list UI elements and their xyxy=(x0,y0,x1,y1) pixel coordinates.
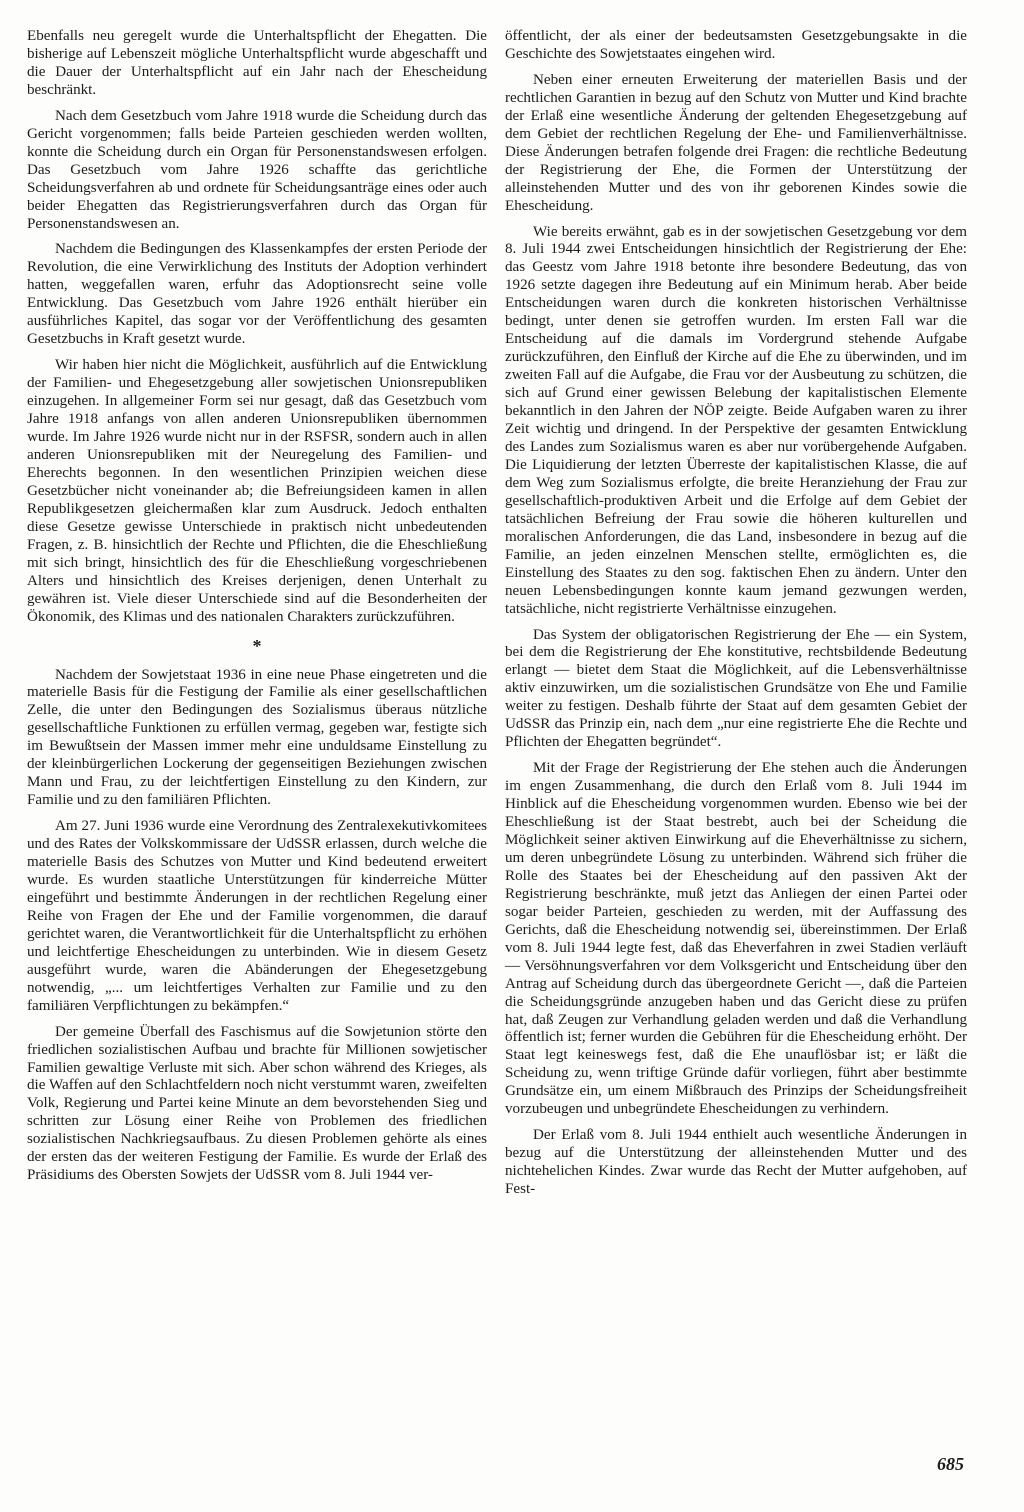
paragraph: Nach dem Gesetzbuch vom Jahre 1918 wurde die Scheidung durch das Gericht vorgenommen; falls beide Parteien geschieden werden wollten, konnte die Scheidung durch ein Organ für Personenstandswesen erfolgen. Das Gesetzbuch vom Jahre 1926 schaffte das gerichtliche Scheidungsverfahren ab und ordnete für Scheidungsanträge eines oder auch beider Ehegatten das Registrierungsverfahren durch das Organ für Personenstandswesen an. xyxy=(27,107,487,232)
paragraph: Ebenfalls neu geregelt wurde die Unterhaltspflicht der Ehegatten. Die bisherige auf Lebenszeit mögliche Unterhaltspflicht wurde abgeschafft und die Dauer der Unterhaltspflicht auf ein Jahr nach der Ehescheidung beschränkt. xyxy=(27,28,487,98)
left-column xyxy=(27,28,487,1193)
paragraph: Wie bereits erwähnt, gab es in der sowjetischen Gesetzgebung vor dem 8. Juli 1944 zwei Entscheidungen hinsichtlich der Registrierung der Ehe: das Geestz vom Jahre 1918 betonte ihre besondere Bedeutung, das von 1926 setzte dagegen ihre Bedeutung auf ein Minimum herab. Aber beide Entscheidungen waren durch die konkreten historischen Verhältnisse bedingt, unter denen sie getroffen wurden. Im ersten Fall war die Entscheidung auf die damals im Vordergrund stehende Aufgabe zurückzuführen, den Einfluß der Kirche auf die Ehe zu überwinden, und im zweiten Fall auf die Aufgabe, die Frau vor der Ausbeutung zu schützen, die sich auf Grund einer gewissen Belebung der kapitalistischen Elemente bekanntlich in den Jahren der NÖP zeigte. Beide Aufgaben waren zu ihrer Zeit wichtig und dringend. In der Perspektive der gesamten Entwicklung des Landes zum Sozialismus waren es aber nur vorübergehende Aufgaben. Die Liquidierung der letzten Überreste der kapitalistischen Klasse, die auf dem Weg zum Sozialismus erfolgte, die breite Heranziehung der Frau zur gesellschaftlich-produktiven Arbeit und die Erfolge auf dem Gebiet der tatsächlichen Befreiung der Frau sowie die höheren kulturellen und moralischen Anforderungen, die das Land, insbesondere in bezug auf die Familie, an jeden einzelnen Menschen stellte, ermöglichten es, die Einstellung des Staates zu den sog. faktischen Ehen zu ändern. Unter den neuen Lebensbedingungen konnte kaum jemand gezwungen werden, tatsächliche, nicht registrierte Verhältnisse einzugehen. xyxy=(505,223,967,617)
right-column xyxy=(505,28,967,1207)
paragraph: Mit der Frage der Registrierung der Ehe stehen auch die Änderungen im engen Zusammenhang, die durch den Erlaß vom 8. Juli 1944 im Hinblick auf die Ehescheidung vorgenommen wurden. Ebenso wie bei der Eheschließung ist der Staat bestrebt, auch bei der Scheidung die Möglichkeit seiner aktiven Einwirkung auf die Eheverhältnisse zu sichern, um deren unbegründete Lösung zu unterbinden. Während sich früher die Rolle des Staates bei der Ehescheidung auf den passiven Akt der Registrierung beschränkte, muß jetzt das Anliegen der einen Partei oder sogar beider Parteien, geschieden zu werden, mit der Auffassung des Gerichts, daß die Ehescheidung notwendig sei, übereinstimmen. Der Erlaß vom 8. Juli 1944 legte fest, daß das Eheverfahren in zwei Stadien verläuft — Versöhnungsverfahren vor dem Volksgericht und Entscheidung über den Antrag auf Scheidung durch das übergeordnete Gericht —, daß die Parteien die Scheidungsgründe anzugeben haben und das Gericht diese zu prüfen hat, daß Zeugen zur Verhandlung geladen werden und daß die Verhandlung öffentlich ist; ferner wurden die Gebühren für die Ehescheidung erhöht. Der Staat legt keineswegs fest, daß die Ehe unauflösbar ist; er läßt die Scheidung zu, wenn triftige Gründe dafür vorliegen, führt aber bestimmte Grundsätze ein, um einem Mißbrauch des Prinzips der Scheidungsfreiheit vorzubeugen und unbegründete Ehescheidungen zu verhindern. xyxy=(505,760,967,1118)
paragraph: öffentlicht, der als einer der bedeutsamsten Gesetzgebungsakte in die Geschichte des Sowjetstaates eingehen wird. xyxy=(505,28,967,62)
paragraph: Das System der obligatorischen Registrierung der Ehe — ein System, bei dem die Registrierung der Ehe konstitutive, rechtsbildende Bedeutung erlangt — bietet dem Staat die Möglichkeit, auf die Lebensverhältnisse aktiv einzuwirken, um die sozialistischen Grundsätze von Ehe und Familie weiter zu festigen. Deshalb führte der Staat auf dem gesamten Gebiet der UdSSR das Prinzip ein, nach dem „nur eine registrierte Ehe die Rechte und Pflichten der Ehegatten begründet“. xyxy=(505,626,967,751)
paragraph: Der Erlaß vom 8. Juli 1944 enthielt auch wesentliche Änderungen in bezug auf die Unterstützung der alleinstehenden Mutter und des nichtehelichen Kindes. Zwar wurde das Recht der Mutter aufgehoben, auf Fest- xyxy=(505,1127,967,1198)
page-number: 685 xyxy=(937,1454,964,1474)
paragraph: Der gemeine Überfall des Faschismus auf die Sowjetunion störte den friedlichen sozialistischen Aufbau und brachte für Millionen sowjetischer Familien gewaltige Verluste mit sich. Aber schon während des Krieges, als die Waffen auf den Schlachtfeldern noch nicht verstummt waren, zweifelten Volk, Regierung und Partei keine Minute an dem bevorstehenden Sieg und schritten zur Lösung einer Reihe von Problemen des friedlichen sozialistischen Nachkriegsaufbaus. Zu diesen Problemen gehörte als eines der ersten das der weiteren Festigung der Familie. Es wurde der Erlaß des Präsidiums des Obersten Sowjets der UdSSR vom 8. Juli 1944 ver- xyxy=(27,1023,487,1184)
paragraph: Am 27. Juni 1936 wurde eine Verordnung des Zentralexekutivkomitees und des Rates der Volkskommissare der UdSSR erlassen, durch welche die materielle Basis des Schutzes von Mutter und Kind bedeutend erweitert wurde. Es wurden staatliche Unterstützungen für kinderreiche Mütter eingeführt und bestimmte Änderungen in der rechtlichen Regelung einer Reihe von Fragen der Ehe und der Familie vorgenommen, die darauf gerichtet waren, die Verantwortlichkeit für die Unterhaltspflicht zu erhöhen und leichtfertige Ehescheidungen zu unterbinden. Wie in diesem Gesetz ausgeführt wurde, waren die Abänderungen der Ehegesetzgebung notwendig, „... um leichtfertiges Verhalten zur Familie und zu den familiären Verpflichtungen zu bekämpfen.“ xyxy=(27,818,487,1014)
section-separator: * xyxy=(252,635,262,656)
paragraph: Nachdem der Sowjetstaat 1936 in eine neue Phase eingetreten und die materielle Basis für die Festigung der Familie als einer gesellschaftlichen Zelle, die unter den Bedingungen des Sozialismus überaus nützliche gesellschaftliche Funktionen zu erfüllen vermag, gegeben war, festigte sich im Bewußtsein der Massen immer mehr eine unduldsame Einstellung zu der kleinbürgerlichen Lockerung der gegenseitigen Beziehungen zwischen Mann und Frau, zu der leichtfertigen Einstellung zu den Kindern, zur Familie und zu den familiären Pflichten. xyxy=(27,666,487,809)
paragraph: Wir haben hier nicht die Möglichkeit, ausführlich auf die Entwicklung der Familien- und Ehegesetzgebung aller sowjetischen Unionsrepubliken einzugehen. In allgemeiner Form sei nur gesagt, daß das Gesetzbuch vom Jahre 1918 anfangs von allen anderen Unionsrepubliken übernommen wurde. Im Jahre 1926 wurde nicht nur in der RSFSR, sondern auch in allen anderen Unionsrepubliken mit der Neuregelung des Familien- und Eherechts begonnen. In den wesentlichen Prinzipien weichen diese Gesetzbücher nicht voneinander ab; die Befreiungsideen kamen in allen Republikgesetzen gleichermaßen klar zum Ausdruck. Jedoch enthalten diese Gesetze gewisse Unterschiede in praktisch nicht unbedeutenden Fragen, z. B. hinsichtlich der Rechte und Pflichten, die die Eheschließung mit sich bringt, hinsichtlich des für die Eheschließung vorgeschriebenen Alters und hinsichtlich des Kreises derjenigen, denen Unterhalt zu gewähren ist. Viele dieser Unterschiede sind auf die Besonderheiten der Ökonomik, des Klimas und des nationalen Charakters zurückzuführen. xyxy=(27,357,487,625)
paragraph: Nachdem die Bedingungen des Klassenkampfes der ersten Periode der Revolution, die eine Verwirklichung des Instituts der Adoption verhindert hatten, weggefallen waren, erfuhr das Adoptionsrecht seine volle Entwicklung. Das Gesetzbuch vom Jahre 1926 enthält hierüber ein ausführliches Kapitel, das sogar vor der Veröffentlichung des gesamten Gesetzbuchs in Kraft gesetzt wurde. xyxy=(27,241,487,348)
paragraph: Neben einer erneuten Erweiterung der materiellen Basis und der rechtlichen Garantien in bezug auf den Schutz von Mutter und Kind brachte der Erlaß eine wesentliche Änderung der geltenden Ehegesetzgebung auf dem Gebiet der rechtlichen Regelung der Ehe- und Familienverhältnisse. Diese Änderungen betrafen folgende drei Fragen: die rechtliche Bedeutung der Registrierung der Ehe, die Formen der Unterstützung der alleinstehenden Mutter und des von ihr geborenen Kindes sowie die Ehescheidung. xyxy=(505,71,967,214)
